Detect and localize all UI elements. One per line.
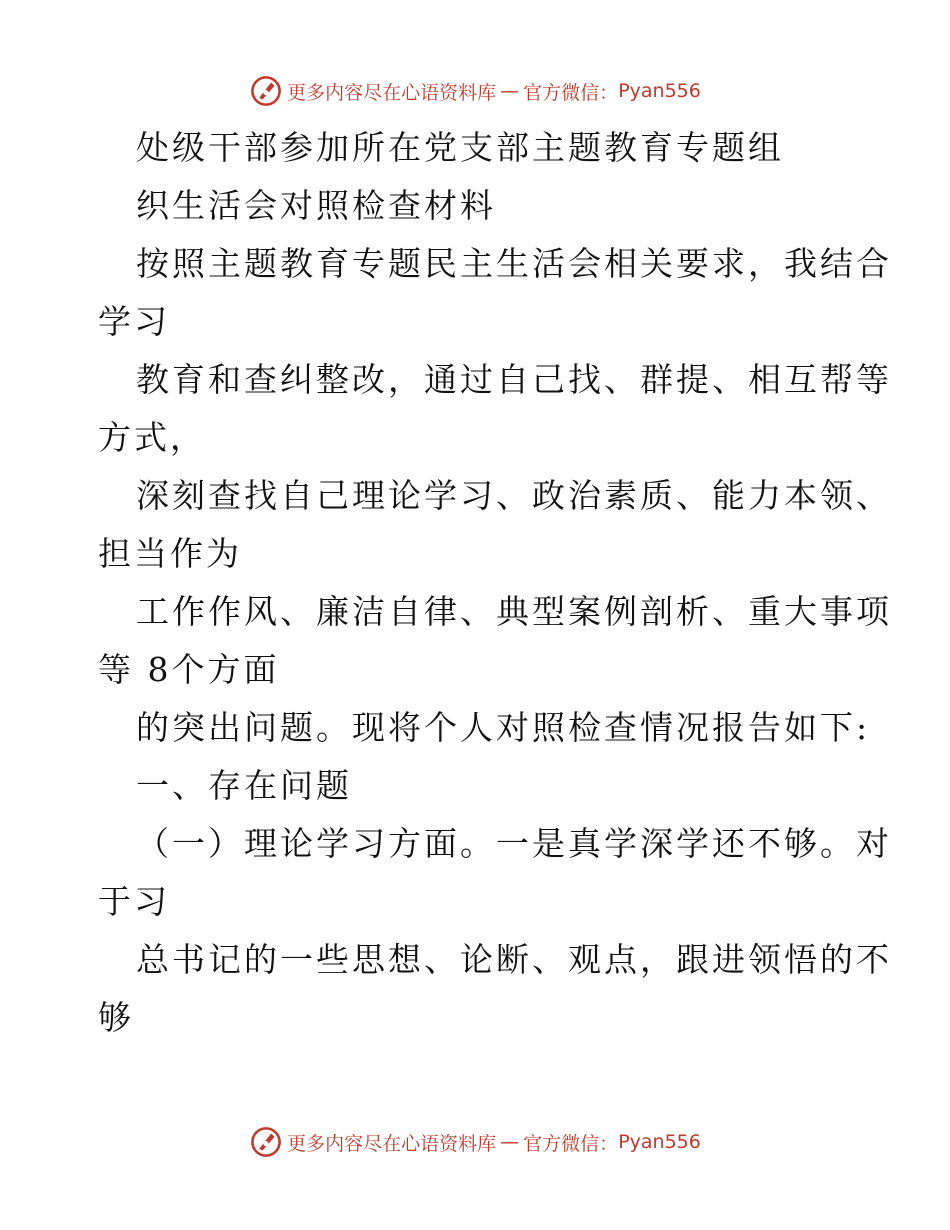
watermark-banner-bottom (0, 1125, 950, 1159)
watermark-banner-top (0, 74, 950, 108)
doc-line: 的突出问题。现将个人对照检查情况报告如下: (136, 708, 871, 747)
doc-line: 深刻查找自己理论学习、政治素质、能力本领、 (136, 476, 892, 515)
doc-line: 等 8个方面 (98, 650, 280, 689)
doc-line: 一、存在问题 (136, 766, 352, 805)
watermark-brand: 更多内容尽在心语资料库 (287, 81, 497, 104)
doc-line: 工作作风、廉洁自律、典型案例剖析、重大事项 (136, 592, 892, 631)
doc-line: 够 (98, 998, 134, 1037)
watermark-wechat-id: Pyan556 (618, 1131, 701, 1153)
doc-line: 总书记的一些思想、论断、观点，跟进领悟的不 (136, 940, 892, 979)
watermark-wechat-id: Pyan556 (618, 80, 701, 102)
watermark-dash: — (500, 80, 520, 102)
doc-line: 织生活会对照检查材料 (136, 186, 496, 225)
logo-icon (249, 74, 283, 108)
doc-line: 学习 (98, 302, 170, 341)
doc-line: 教育和查纠整改，通过自己找、群提、相互帮等 (136, 360, 892, 399)
doc-line: 担当作为 (98, 534, 242, 573)
watermark-wechat-label: 官方微信： (523, 1132, 619, 1155)
watermark-wechat-label: 官方微信： (523, 81, 619, 104)
doc-line: 于习 (98, 882, 170, 921)
watermark-dash: — (500, 1131, 520, 1153)
doc-line: 方式， (98, 418, 206, 457)
doc-line: 处级干部参加所在党支部主题教育专题组 (136, 128, 784, 167)
logo-icon (249, 1125, 283, 1159)
doc-line: （一）理论学习方面。一是真学深学还不够。对 (136, 824, 892, 863)
watermark-brand: 更多内容尽在心语资料库 (287, 1132, 497, 1155)
doc-line: 按照主题教育专题民主生活会相关要求，我结合 (136, 244, 892, 283)
